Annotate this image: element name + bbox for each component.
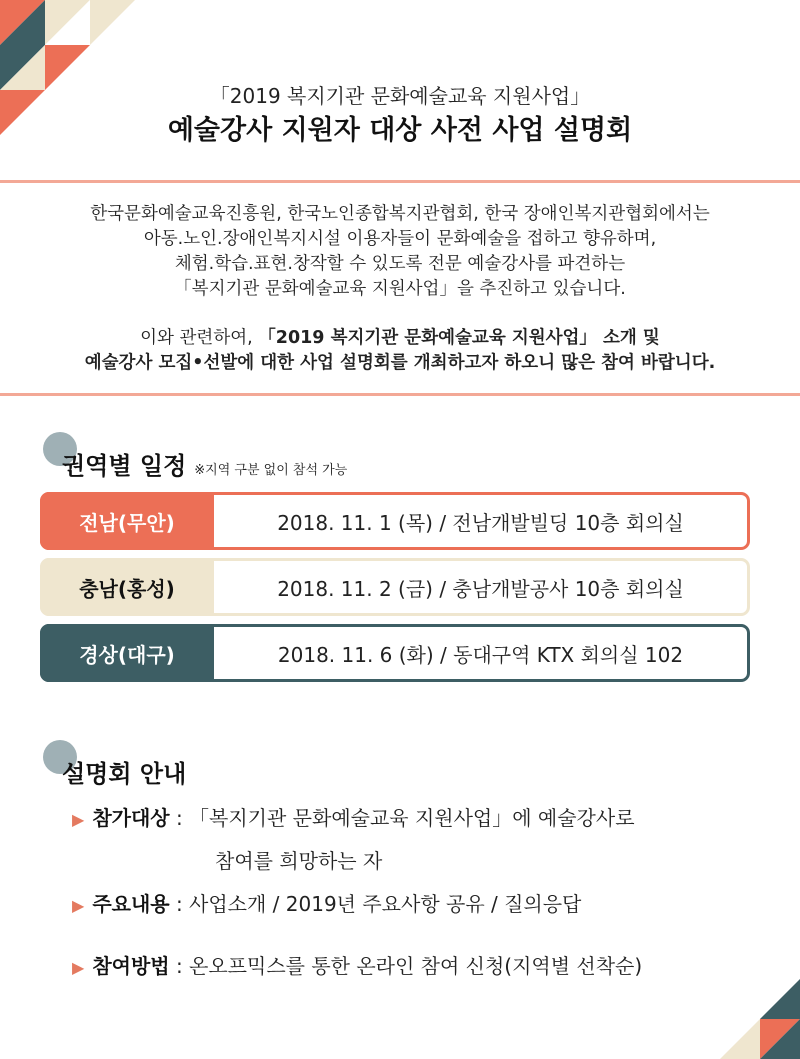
region-label: 전남(무안) — [40, 492, 214, 550]
intro-line: 「복지기관 문화예술교육 지원사업」을 추진하고 있습니다. — [174, 279, 626, 299]
intro-line: 체험.학습.표현.창작할 수 있도록 전문 예술강사를 파견하는 — [174, 254, 626, 274]
guide-value: 「복지기관 문화예술교육 지원사업」에 예술강사로 — [189, 806, 635, 830]
section-title-guide: 설명회 안내 — [62, 760, 187, 788]
guide-sep: : — [169, 892, 190, 916]
schedule-detail: 2018. 11. 1 (목) / 전남개발빌딩 10층 회의실 — [277, 510, 684, 535]
guide-key: 주요내용 — [92, 892, 170, 916]
schedule-row — [40, 492, 750, 550]
intro-text — [0, 202, 800, 376]
event-subtitle: 「2019 복지기관 문화예술교육 지원사업」 — [209, 84, 591, 108]
guide-value-continued: 참여를 희망하는 자 — [215, 849, 383, 873]
intro-emphasis-line: 예술강사 모집•선발에 대한 사업 설명회를 개최하고자 하오니 많은 참여 바랍니다. — [84, 353, 716, 373]
guide-key: 참가대상 — [92, 806, 170, 830]
schedule-row — [40, 558, 750, 616]
guide-value: 온오프믹스를 통한 온라인 참여 신청(지역별 선착순) — [189, 954, 643, 978]
intro-prefix: 이와 관련하여, — [140, 328, 259, 348]
triangle-bullet-icon: ▶ — [72, 958, 85, 977]
divider-top — [0, 180, 800, 183]
corner-decoration-bottom-right — [720, 979, 800, 1059]
triangle-bullet-icon: ▶ — [72, 896, 85, 915]
intro-line: 아동.노인.장애인복지시설 이용자들이 문화예술을 접하고 향유하며, — [143, 229, 657, 249]
section-title-schedule — [62, 446, 347, 481]
guide-item — [72, 888, 581, 917]
intro-line — [0, 326, 800, 351]
triangle-bullet-icon: ▶ — [72, 810, 85, 829]
page-title: 예술강사 지원자 대상 사전 사업 설명회 — [167, 115, 633, 146]
region-label: 경상(대구) — [40, 624, 214, 682]
guide-key: 참여방법 — [92, 954, 170, 978]
guide-sep: : — [169, 954, 190, 978]
schedule-row — [40, 624, 750, 682]
schedule-title: 권역별 일정 — [62, 452, 187, 480]
guide-sep: : — [169, 806, 190, 830]
intro-line: 한국문화예술교육진흥원, 한국노인종합복지관협회, 한국 장애인복지관협회에서는 — [90, 204, 710, 224]
guide-item — [72, 950, 642, 979]
intro-emphasis: 「2019 복지기관 문화예술교육 지원사업」 소개 및 — [258, 328, 660, 348]
guide-value: 사업소개 / 2019년 주요사항 공유 / 질의응답 — [189, 892, 582, 916]
divider-bottom — [0, 393, 800, 396]
schedule-detail: 2018. 11. 2 (금) / 충남개발공사 10층 회의실 — [277, 576, 684, 601]
schedule-note: ※지역 구분 없이 참석 가능 — [194, 463, 348, 478]
guide-item — [72, 802, 635, 831]
region-label: 충남(홍성) — [40, 558, 214, 616]
schedule-detail: 2018. 11. 6 (화) / 동대구역 KTX 회의실 102 — [277, 642, 684, 667]
